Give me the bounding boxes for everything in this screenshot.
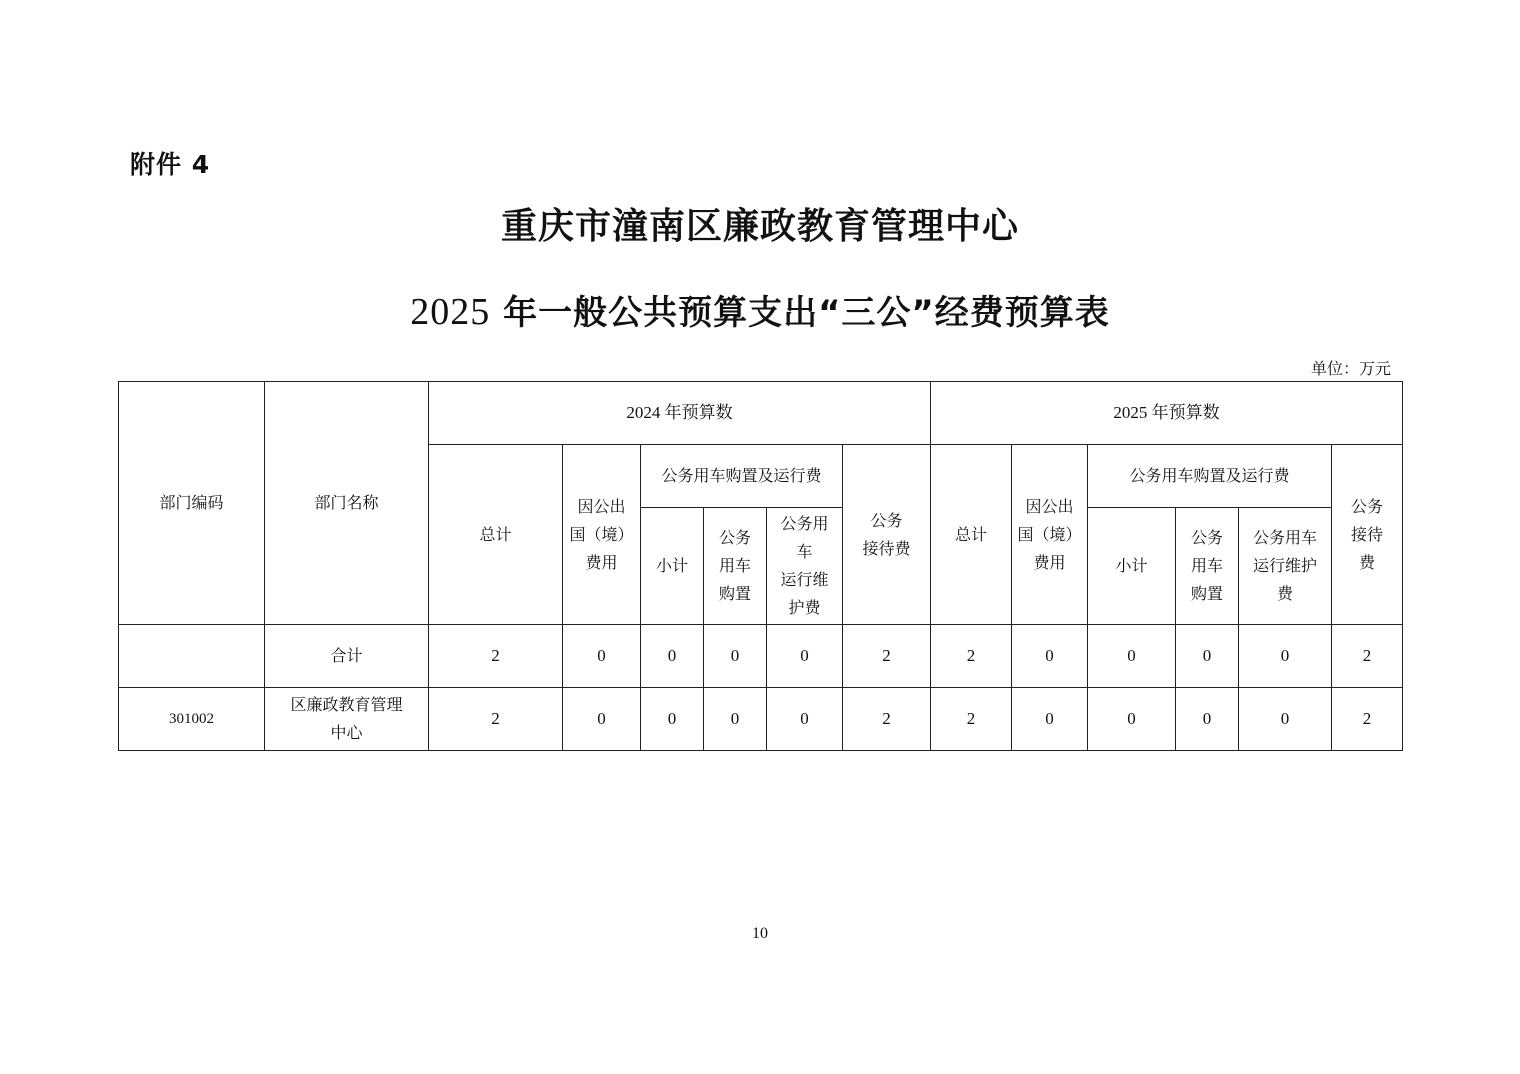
cell-2024-vehicle-purchase: 0 xyxy=(704,625,767,688)
header-2025-vehicle-operation: 公务用车 运行维护 费 xyxy=(1239,508,1332,625)
row-dept-code: 301002 xyxy=(119,688,265,751)
header-2025-reception: 公务 接待 费 xyxy=(1332,445,1403,625)
table-row-department xyxy=(119,688,1403,751)
header-2025-abroad: 因公出 国（境） 费用 xyxy=(1012,445,1088,625)
header-year-2024: 2024 年预算数 xyxy=(429,382,931,445)
header-year-2025: 2025 年预算数 xyxy=(931,382,1403,445)
cell-2024-subtotal: 0 xyxy=(641,625,704,688)
cell-2025-subtotal: 0 xyxy=(1088,625,1176,688)
header-dept-code: 部门编码 xyxy=(119,382,265,625)
header-2024-vehicle-group: 公务用车购置及运行费 xyxy=(641,445,843,508)
header-2024-total: 总计 xyxy=(429,445,563,625)
cell-2025-total: 2 xyxy=(931,688,1012,751)
cell-2025-vehicle-purchase: 0 xyxy=(1176,688,1239,751)
subtitle-year: 2025 xyxy=(410,291,491,333)
header-2024-reception: 公务 接待费 xyxy=(843,445,931,625)
cell-2025-vehicle-operation: 0 xyxy=(1239,688,1332,751)
cell-2025-reception: 2 xyxy=(1332,688,1403,751)
row-dept-name: 区廉政教育管理 中心 xyxy=(265,688,429,751)
cell-2025-vehicle-purchase: 0 xyxy=(1176,625,1239,688)
row-dept-name: 合计 xyxy=(265,625,429,688)
cell-2025-total: 2 xyxy=(931,625,1012,688)
cell-2025-abroad: 0 xyxy=(1012,625,1088,688)
cell-2025-reception: 2 xyxy=(1332,625,1403,688)
document-title: 重庆市潼南区廉政教育管理中心 xyxy=(500,206,1019,247)
header-2025-vehicle-purchase: 公务 用车 购置 xyxy=(1176,508,1239,625)
cell-2024-vehicle-operation: 0 xyxy=(767,625,843,688)
cell-2024-abroad: 0 xyxy=(563,688,641,751)
document-subtitle xyxy=(0,285,1520,334)
subtitle-text: 年一般公共预算支出“三公”经费预算表 xyxy=(490,293,1110,333)
table-row-total xyxy=(119,625,1403,688)
cell-2024-reception: 2 xyxy=(843,625,931,688)
header-2024-vehicle-purchase: 公务 用车 购置 xyxy=(704,508,767,625)
cell-2024-total: 2 xyxy=(429,688,563,751)
header-2025-vehicle-group: 公务用车购置及运行费 xyxy=(1088,445,1332,508)
cell-2024-total: 2 xyxy=(429,625,563,688)
header-2024-vehicle-operation: 公务用 车 运行维 护费 xyxy=(767,508,843,625)
header-2024-abroad: 因公出 国（境） 费用 xyxy=(563,445,641,625)
header-2025-subtotal: 小计 xyxy=(1088,508,1176,625)
row-dept-code xyxy=(119,625,265,688)
cell-2024-reception: 2 xyxy=(843,688,931,751)
cell-2025-abroad: 0 xyxy=(1012,688,1088,751)
cell-2024-subtotal: 0 xyxy=(641,688,704,751)
cell-2024-vehicle-operation: 0 xyxy=(767,688,843,751)
header-dept-name: 部门名称 xyxy=(265,382,429,625)
cell-2024-vehicle-purchase: 0 xyxy=(704,688,767,751)
budget-table xyxy=(118,381,1403,751)
header-2025-total: 总计 xyxy=(931,445,1012,625)
unit-label: 单位：万元 xyxy=(1310,359,1391,378)
header-2024-subtotal: 小计 xyxy=(641,508,704,625)
page-number: 10 xyxy=(752,925,768,942)
attachment-label: 附件 4 xyxy=(130,150,211,179)
cell-2024-abroad: 0 xyxy=(563,625,641,688)
header-row-years xyxy=(119,382,1403,445)
cell-2025-subtotal: 0 xyxy=(1088,688,1176,751)
cell-2025-vehicle-operation: 0 xyxy=(1239,625,1332,688)
